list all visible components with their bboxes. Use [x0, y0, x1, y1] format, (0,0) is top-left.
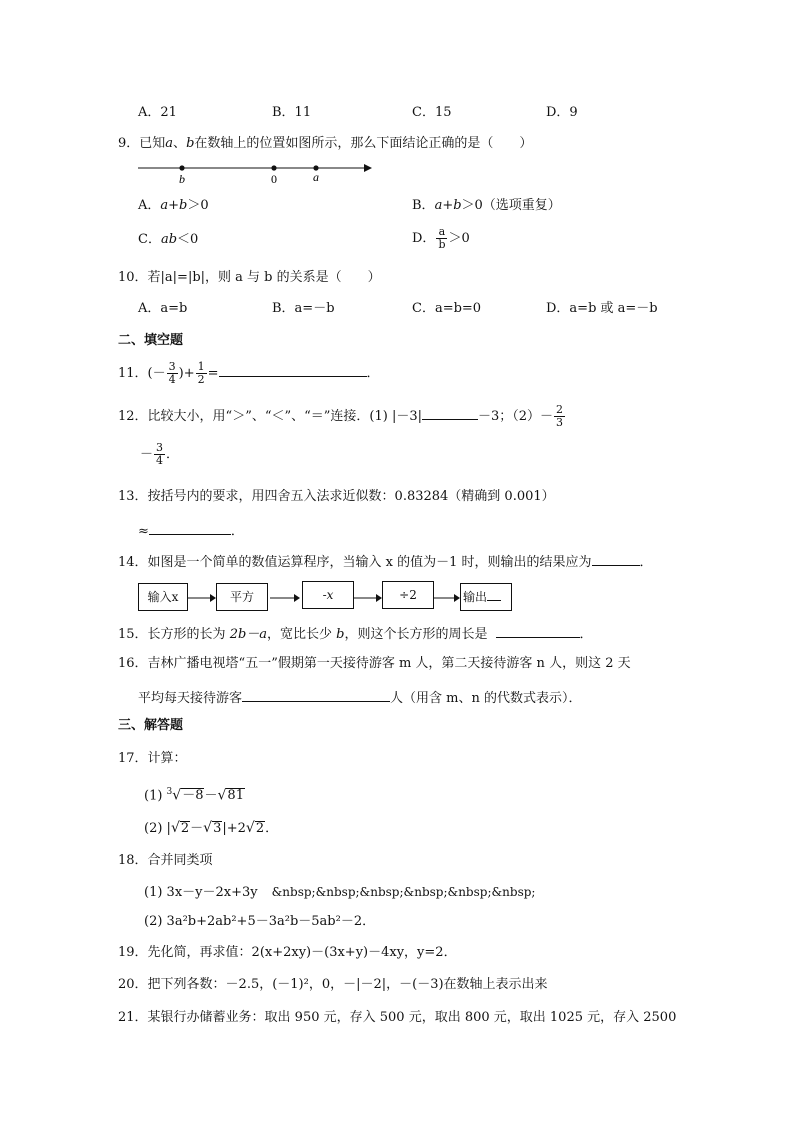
label-a: a — [313, 170, 319, 184]
q13-line1: 13．按括号内的要求，用四舍五入法求近似数：0.83284（精确到 0.001） — [118, 489, 555, 504]
q16-line2: 平均每天接待游客 人（用含 m、n 的代数式表示）． — [138, 688, 581, 707]
answer-blank[interactable] — [149, 521, 231, 535]
q17-part1: (1) $^3$√－8－√81 — [144, 787, 244, 804]
q10-stem: 10．若|a|=|b|，则 a 与 b 的关系是（ ） — [118, 270, 381, 285]
q18-part1: (1) 3x－y－2x+3y &nbsp;&nbsp;&nbsp;&nbsp;&nbsp;&nbsp; — [144, 885, 536, 900]
q11: 11．(－ $\frac{3}{4}$ )+ $\frac{1}{2}$ = ． — [118, 360, 380, 386]
q10-option-d: D．a=b 或 a=－b — [546, 301, 658, 316]
flow-box-output: 输出 — [460, 583, 512, 611]
flow-box-minus-x: -x — [302, 581, 354, 609]
q8-option-c: C．15 — [412, 105, 452, 120]
label-zero: 0 — [271, 172, 277, 186]
section-title-fill-in: 二、填空题 — [118, 333, 184, 348]
flow-box-divide-2: ÷2 — [382, 581, 434, 609]
q10-option-c: C．a=b=0 — [412, 301, 482, 316]
q9-stem: 9．已知a、b在数轴上的位置如图所示，那么下面结论正确的是（ ） — [118, 136, 533, 151]
arrow-icon — [188, 593, 216, 603]
answer-blank[interactable] — [422, 406, 478, 420]
answer-blank[interactable] — [219, 363, 367, 377]
label-b: b — [179, 172, 185, 186]
q12-line1: 12．比较大小，用“＞”、“＜”、“＝”连接．(1) |－3| －3；（2）－ $\frac{2}{3}$ — [118, 403, 564, 429]
q9-option-c: C．ab＜0 — [138, 232, 199, 247]
q18-title: 18．合并同类项 — [118, 853, 213, 868]
q9-option-a: A．a+b＞0 — [138, 198, 209, 213]
q16-line1: 16．吉林广播电视塔“五一”假期第一天接待游客 m 人，第二天接待游客 n 人，则这 2 天 — [118, 656, 631, 671]
q8-option-b: B．11 — [272, 105, 312, 120]
q17-title: 17．计算： — [118, 751, 187, 766]
q21: 21．某银行办储蓄业务：取出 950 元，存入 500 元，取出 800 元，取出 1025 元，存入 2500 — [118, 1010, 677, 1025]
arrow-icon — [354, 593, 382, 603]
flow-box-square: 平方 — [216, 583, 268, 611]
q8-option-a: A．21 — [138, 105, 177, 120]
answer-blank[interactable] — [592, 552, 640, 566]
q13-line2: ≈ ． — [138, 521, 244, 540]
answer-blank[interactable] — [496, 624, 580, 638]
q12-line2: － $\frac{3}{4}$ ． — [140, 441, 180, 467]
q17-part2: (2) |√2－√3|+2√2． — [144, 820, 279, 836]
axis-arrow-icon — [364, 164, 372, 172]
arrow-icon — [434, 593, 460, 603]
fraction-a-over-b: $\frac{a}{b}$ — [438, 225, 446, 251]
q9-option-d: D． $\frac{a}{b}$ ＞0 — [412, 225, 470, 251]
point-b — [179, 165, 184, 170]
number-line — [136, 160, 376, 186]
answer-blank[interactable] — [242, 688, 390, 702]
q8-option-d: D．9 — [546, 105, 578, 120]
q19: 19．先化简，再求值：2(x+2xy)－(3x+y)－4xy，y=2． — [118, 945, 457, 960]
q20: 20．把下列各数：－2.5，(－1)²，0，－|－2|，－(－3)在数轴上表示出来 — [118, 977, 548, 992]
point-zero — [271, 165, 276, 170]
q9-option-b: B．a+b＞0（选项重复） — [412, 198, 561, 213]
section-title-solve: 三、解答题 — [118, 718, 184, 733]
q10-option-a: A．a=b — [138, 301, 188, 316]
q10-option-b: B．a=－b — [272, 301, 335, 316]
q14-stem: 14．如图是一个简单的数值运算程序，当输入 x 的值为－1 时，则输出的结果应为 ． — [118, 552, 653, 571]
q18-part2: (2) 3a²b+2ab²+5－3a²b－5ab²－2． — [144, 914, 376, 929]
q15: 15．长方形的长为 2b－a，宽比长少 b，则这个长方形的周长是 ． — [118, 624, 593, 643]
flow-box-input: 输入x — [138, 583, 188, 611]
arrow-icon — [270, 593, 300, 603]
